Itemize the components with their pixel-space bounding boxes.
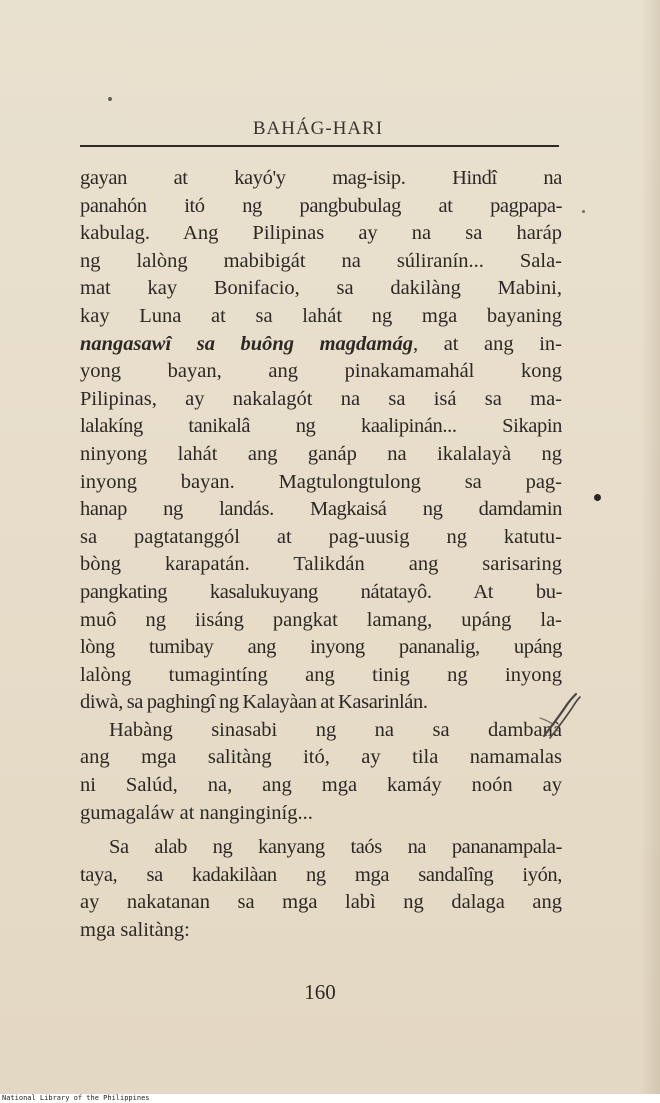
ink-dot <box>594 494 601 501</box>
text-line: sa pagtatanggól at pag-uusig ng katutu- <box>80 525 562 548</box>
text-line: kabulag. Ang Pilipinas ay na sa haráp <box>80 222 562 245</box>
text-line: lalòng tumagintíng ang tinig ng inyong <box>80 663 562 686</box>
text-line: ni Salúd, na, ang mga kamáy noón ay <box>80 774 562 797</box>
running-head: BAHÁG-HARI <box>252 118 384 139</box>
italic-phrase: nangasawî sa buông magdamág <box>80 332 414 355</box>
library-credit: National Library of the Philippines <box>2 1094 150 1102</box>
text-line: yong bayan, ang pinakamamahál kong <box>80 360 562 383</box>
header-rule <box>80 145 559 147</box>
text-line: bòng karapatán. Talikdán ang sarisaring <box>80 553 562 576</box>
text-line: inyong bayan. Magtulongtulong sa pag- <box>80 470 562 493</box>
text-line: ng lalòng mabibigát na súliranín... Sala- <box>80 249 562 272</box>
text-line-italic <box>80 331 562 359</box>
text-line: gumagaláw at nanginginíg... <box>80 801 313 824</box>
ink-speck <box>582 210 585 213</box>
text-line: lalakíng tanikalâ ng kaalipinán... Sikapin <box>80 415 562 438</box>
text-line: lòng tumibay ang inyong pananalig, upáng <box>80 636 562 659</box>
line-rest: , at ang in- <box>413 332 562 355</box>
page-edge-shadow <box>640 0 660 1094</box>
text-line: pangkating kasalukuyang nátatayô. At bu- <box>80 580 562 603</box>
text-line: mga salitàng: <box>80 919 190 942</box>
text-line: Pilipinas, ay nakalagót na sa isá sa ma- <box>80 387 562 410</box>
ink-speck <box>108 97 112 101</box>
paragraph-gap <box>80 827 562 834</box>
text-line: hanap ng landás. Magkaisá ng damdamin <box>80 498 562 521</box>
text-line: Sa alab ng kanyang taós na pananampala- <box>109 836 562 859</box>
text-line: taya, sa kadakilàan ng mga sandalîng iyón, <box>80 863 562 886</box>
text-line: muô ng iisáng pangkat lamang, upáng la- <box>80 608 562 631</box>
text-line: panahón itó ng pangbubulag at pagpapa- <box>80 194 562 217</box>
pencil-mark-icon <box>536 688 586 748</box>
body-text <box>80 165 562 945</box>
text-line: ninyong lahát ang ganáp na ikalalayà ng <box>80 442 562 465</box>
text-line: diwà, sa paghingî ng Kalayàan at Kasarinlán. <box>80 691 428 714</box>
text-line: gayan at kayó'y mag-isip. Hindî na <box>80 167 562 189</box>
text-line: ang mga salitàng itó, ay tila namamalas <box>80 746 562 769</box>
text-line: mat kay Bonifacio, sa dakilàng Mabini, <box>80 277 562 300</box>
text-line: Habàng sinasabi ng na sa dambanà <box>109 718 562 741</box>
text-line: kay Luna at sa lahát ng mga bayaning <box>80 304 562 327</box>
text-line: ay nakatanan sa mga labì ng dalaga ang <box>80 891 562 914</box>
page-number: 160 <box>304 980 336 1004</box>
